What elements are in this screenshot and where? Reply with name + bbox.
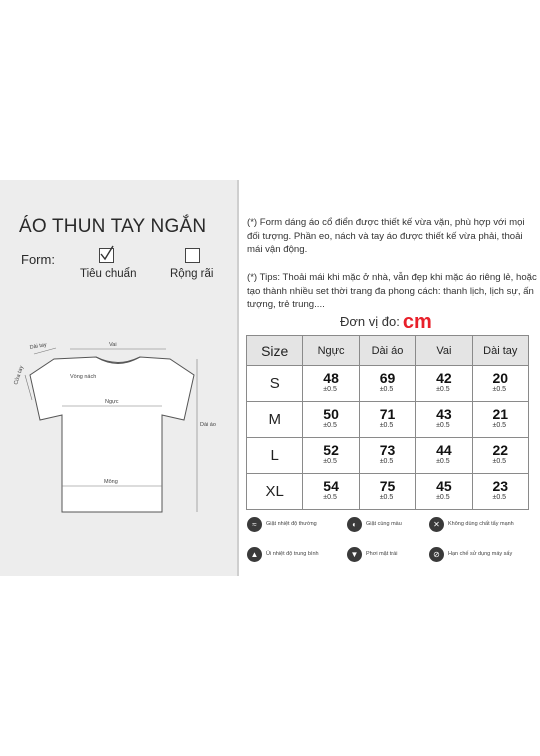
standard-form-label: Tiêu chuẩn: [80, 268, 137, 280]
header-body-length: Dài áo: [359, 336, 415, 366]
size-cell: L: [247, 438, 303, 474]
form-label: Form:: [21, 252, 55, 267]
chest-label: Ngực: [105, 399, 119, 405]
body-length-cell: 71 ±0.5: [359, 402, 415, 438]
shoulder-cell: 44 ±0.5: [416, 438, 472, 474]
sleeve-length-cell: 22 ±0.5: [472, 438, 528, 474]
chest-cell: 50 ±0.5: [303, 402, 359, 438]
shoulder-cell: 42 ±0.5: [416, 366, 472, 402]
header-shoulder: Vai: [416, 336, 472, 366]
table-row: [247, 438, 529, 474]
no-dryer-icon: ⊘: [429, 547, 444, 562]
iron-medium-icon: ▲: [247, 547, 262, 562]
care-item: ✕ Không dùng chất tẩy mạnh: [429, 517, 514, 532]
header-sleeve-length: Dài tay: [472, 336, 528, 366]
unit-label: Đơn vị đo:: [340, 314, 400, 329]
care-item: ◐ Giặt cùng màu: [347, 517, 402, 532]
size-table: [246, 335, 529, 510]
body-length-label: Dài áo: [200, 422, 216, 428]
header-chest: Ngực: [303, 336, 359, 366]
form-description: (*) Form dáng áo cổ điển được thiết kế vừa vặn, phù hợp với mọi đối tượng. Phần eo, nách và tay áo được thiết kế vừa phải, thoải mái vận động.: [247, 217, 525, 255]
care-item: ▼ Phơi mặt trái: [347, 547, 397, 562]
size-cell: S: [247, 366, 303, 402]
shoulder-label: Vai: [109, 342, 117, 348]
chest-cell: 48 ±0.5: [303, 366, 359, 402]
wash-same-color-icon: ◐: [347, 517, 362, 532]
size-cell: XL: [247, 474, 303, 510]
standard-form-checkbox[interactable]: [99, 248, 114, 263]
sleeve-length-label: Dài tay: [29, 342, 48, 351]
loose-form-label: Rộng rãi: [170, 268, 214, 280]
care-item: ⊘ Hạn chế sử dụng máy sấy: [429, 547, 512, 562]
table-row: [247, 402, 529, 438]
care-item: ≈ Giặt nhiệt độ thường: [247, 517, 317, 532]
sleeve-length-cell: 20 ±0.5: [472, 366, 528, 402]
tips-description: (*) Tips: Thoải mái khi mặc ở nhà, vẫn đẹp khi mặc áo riêng lẻ, hoặc tạo thành nhiều set thời trang đa phong cách: thanh lịch, lịch sự, ấn tượng, trẻ trung....: [247, 272, 537, 310]
chest-cell: 54 ±0.5: [303, 474, 359, 510]
loose-form-checkbox[interactable]: [185, 248, 200, 263]
table-row: [247, 474, 529, 510]
product-title: ÁO THUN TAY NGẮN: [19, 216, 207, 237]
sleeve-length-cell: 21 ±0.5: [472, 402, 528, 438]
body-length-cell: 75 ±0.5: [359, 474, 415, 510]
tshirt-measurement-diagram: [0, 330, 237, 530]
size-table-header: [247, 336, 529, 366]
armhole-label: Vòng nách: [70, 374, 97, 380]
dry-inside-out-icon: ▼: [347, 547, 362, 562]
unit-line: [340, 309, 432, 332]
wash-normal-icon: ≈: [247, 517, 262, 532]
body-length-cell: 69 ±0.5: [359, 366, 415, 402]
care-instructions: [239, 517, 539, 577]
body-length-cell: 73 ±0.5: [359, 438, 415, 474]
no-bleach-icon: ✕: [429, 517, 444, 532]
hip-label: Mông: [104, 479, 118, 485]
table-row: [247, 366, 529, 402]
shoulder-cell: 45 ±0.5: [416, 474, 472, 510]
header-size: Size: [247, 336, 303, 366]
size-cell: M: [247, 402, 303, 438]
cuff-label: Cửa tay: [13, 365, 25, 386]
chest-cell: 52 ±0.5: [303, 438, 359, 474]
shoulder-cell: 43 ±0.5: [416, 402, 472, 438]
care-item: ▲ Ủi nhiệt độ trung bình: [247, 547, 319, 562]
checkmark-icon: [99, 244, 115, 262]
product-panel: [0, 180, 237, 576]
unit-value: cm: [402, 311, 432, 333]
sleeve-length-cell: 23 ±0.5: [472, 474, 528, 510]
